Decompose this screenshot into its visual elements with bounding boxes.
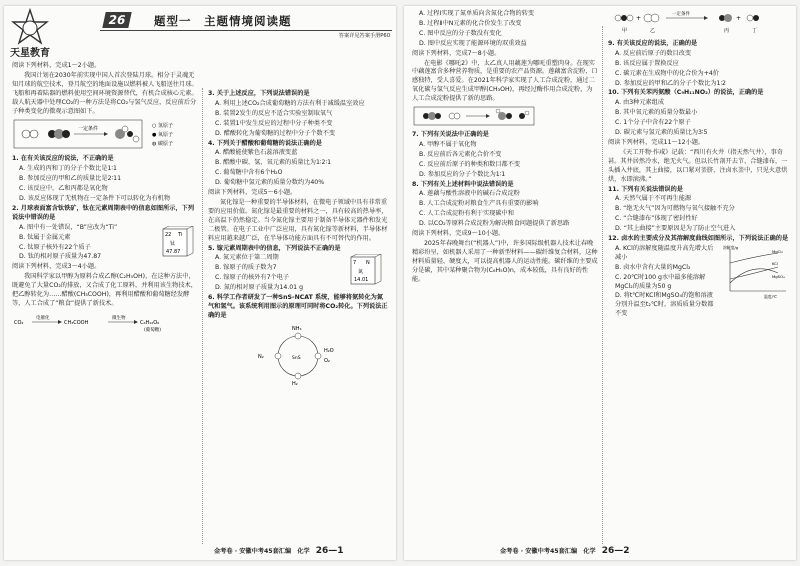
q6-option-b: B. 过程Ⅱ中N元素的化合价发生了改变 [419,19,522,27]
question-11: 11. 下列有关说法错误的是 [608,185,683,193]
right-page [404,6,796,560]
graph-label-mgso4: MgSO₄ [772,273,785,279]
mol-label-ding: 丁 [752,28,758,34]
q11-option-a: A. 天然气属于不可再生能源 [615,195,692,203]
molecule-reaction-diagram [608,10,790,36]
footer-series-right: 金考卷 · 安徽中考45套汇编 化学 [500,548,596,555]
flow-co2: CO₂ [14,319,24,326]
n-name: 氮 [358,269,364,276]
column-divider-right [602,26,603,544]
flow-glucose: C₆H₁₂O₆ [140,319,160,326]
mol-label-bing: 丙 [724,28,730,34]
reading-intro-6: 阅读下列材料，完成11～12小题。 [608,138,705,146]
q2-option-b: B. 钛属于金属元素 [19,233,71,241]
question-7: 7. 下列有关说法中正确的是 [412,130,489,138]
reading-intro-5: 阅读下列材料，完成9～10小题。 [412,230,505,238]
ti-atomic-number: 22 [165,231,172,238]
column-1 [12,62,198,338]
q2-option-a: A. 图中有一处错误，“B”应改为“Ti” [19,223,118,231]
column-divider [202,88,203,544]
star-badge-logo [10,8,50,48]
q2-option-d: D. 钛的相对原子质量为47.87 [19,253,102,261]
q1-option-a: A. 生成的丙和丁的分子个数比是1∶1 [19,165,117,173]
footer-right [500,546,630,556]
q3-option-a: A. 利用上述CO₂合成葡萄糖的方法有利于减缓温室效应 [215,99,365,107]
q12-option-a: A. KCl的溶解度随温度升高先增大后减小 [615,244,714,261]
mol-label-jia: 甲 [622,28,628,34]
q4-option-b: B. 醋酸中碳、氢、氧元素的质量比为1∶2∶1 [215,159,332,167]
flow-glucose-note: (葡萄糖) [144,327,162,333]
column-4 [608,10,790,320]
q5-option-a: A. 氮元素位于第二周期 [215,254,279,262]
legend-carbon: ◍ 碳原子 [152,141,173,148]
q4-option-a: A. 醋酸能使紫色石蕊溶液变蓝 [215,149,298,157]
q4-option-d: D. 葡萄糖中氢元素的质量分数约为40% [215,179,325,187]
q12-option-c: C. 20℃时100 g水中最多能溶解MgCl₂的质量为50 g [615,273,706,290]
q8-option-c: C. 人工合成淀粉有利于实现碳中和 [419,210,514,218]
q11-option-d: D. “其上曲接”主要原因是为了防止空气进入 [615,225,736,233]
q12-option-d: D. 将t℃时KCl和MgSO₄的饱和溶液分别升温至t₂℃时，溶质质量分数都不变 [615,292,714,318]
synthesis-flow-diagram [12,310,198,334]
arrow-label: 一定条件 [78,126,99,133]
page-title: 题型一 主题情境阅读题 [154,14,292,28]
q8-option-d: D. 以CO₂等原料合成淀粉为解决粮食问题提供了新思路 [419,220,570,228]
ti-atomic-mass: 47.87 [166,248,181,255]
page-number-left: 26—1 [315,546,344,556]
graph-x-label: 温度/℃ [764,293,778,299]
q7-option-a: A. 甲醇不属于氧化物 [419,140,477,148]
reading-intro: 阅读下列材料，完成1～2小题。 [12,62,101,69]
nitrogen-element-card [350,254,384,286]
q6-option-d: D. 图中反应实现了能源环境的双重效益 [419,39,527,47]
question-9: 9. 有关该反应的说法，正确的是 [608,39,698,47]
svg-text:SnS: SnS [292,355,301,361]
kcl-curve [730,267,778,279]
n-symbol: N [366,260,370,267]
mgso4-curve [730,269,778,283]
cycle-h2: H₂ [292,380,298,386]
question-4: 4. 下列关于醋酸和葡萄糖的说法正确的是 [208,139,322,147]
q9-option-c: C. 碳元素在生成物中的化合价为+4价 [615,69,719,77]
q11-option-b: B. “绝无火气”因为可燃物与氧气接触不充分 [615,205,735,213]
q7-option-b: B. 反应前后各元素化合价不变 [419,150,502,158]
reading-passage-5: 2025年春晚舞台(“机器人”)中，许多国际级机器人技术让春晚精彩纷呈，如机器人采用了一种新型材料——碳纤维复合材料，这种材料质量轻、硬度大，可以提高机器人的运动性能。碳纤维的主要成分是碳，其中某种聚合物为(C₆H₅O)n，成本较低，具有良好的性能。 [412,239,598,283]
mgcl2-curve [730,253,778,263]
q1-option-b: B. 参加反应的甲和乙的质量比是2∶11 [19,175,122,183]
q1-option-d: D. 该反应体现了无机物在一定条件下可以转化为有机物 [19,194,171,202]
cycle-nh3: NH₃ [292,325,302,332]
reaction-diagram [12,117,198,151]
reading-passage: 我国计划在2030年前实现中国人首次登陆月球。相分于灵魂无知月球的航空技术，登月航空的地面设施以燃料被人飞船送往月球。飞船和再着陆器的燃料使用空间环境资源替代，有机合成核心元素。载人航天器中处理CO₂的一种方法是将CO₂与氢气反应，反应前后分子种类变化的微观示意图如下。 [12,71,198,115]
flow-acetic-acid: CH₃COOH [64,319,89,326]
answer-reference: 答案详见答案手册P60 [338,33,390,39]
q11-option-c: C. “合缝漆布”体现了密封性好 [615,215,698,223]
q10-option-a: A. 由3种元素组成 [615,99,665,107]
solubility-curve-graph [722,245,790,299]
q10-option-c: C. 1个分子中含有22个原子 [615,119,691,127]
graph-label-kcl: KCl [772,260,778,266]
q9-option-b: B. 该反应属于置换反应 [615,59,679,67]
q9-option-d: D. 参加反应的甲和乙的分子个数比为1∶2 [615,79,726,87]
ammonia-cycle-diagram [208,322,388,386]
q5-option-d: D. 氮的相对原子质量为14.01 g [215,284,303,292]
q7-option-c: C. 反应前后原子的种类和数目都不变 [419,160,521,168]
ti-name: 钛 [170,240,176,247]
reading-intro-3: 阅读下列材料，完成5～6小题。 [208,189,297,197]
footer-series: 金考卷 · 安徽中考45套汇编 化学 [214,548,310,555]
header-rule [100,30,392,31]
q10-option-b: B. 其中氧元素的质量分数最小 [615,109,698,117]
left-page [4,6,396,560]
q5-option-c: C. 镓原子的核外有7个电子 [215,274,290,282]
flow-step-1: 电催化 [36,315,50,321]
question-2: 2. 月球表面富含钛铁矿，钛在元素周期表中的信息如图所示，下列说法中错误的是 [12,204,195,221]
brand-name: 天星教育 [10,48,50,59]
reading-passage-4: 在电影《哪吒2》中，太乙真人用藕莲为哪吒重塑肉身。在现实中藕莲富含多种营养物质，是重要的农产品资源。莲藕富含淀粉，口感独特，受人喜爱。在2021年科学家实现了人工合成淀粉，通过二氧化碳与氢气反应生成甲醇(CH₃OH)，再经过酶作用合成淀粉，为人工合成淀粉提供了新的思路。 [412,59,598,103]
question-1: 1. 在有关该反应的说法，不正确的是 [12,155,114,163]
q6-option-c: C. 图中反应的分子数没有变化 [419,29,502,37]
titanium-element-card [162,226,196,258]
question-12: 12. 卤水的主要成分及其溶解度曲线如图所示，下列说法正确的是 [608,235,789,243]
cycle-n2: N₂ [258,353,264,360]
question-8: 8. 下列有关上述材料中说法错误的是 [412,180,514,188]
svg-text:+: + [636,15,642,22]
question-5: 5. 镓元素周期表中的信息，下列说法不正确的是 [208,244,341,252]
q5-option-b: B. 镓原子的质子数为7 [215,264,277,272]
question-6: 6. 科学工作者研发了一种SnS-NCAT 系统，能够将氨转化为氮气和氢气。该系统利用图示的原理可同时将CO₂转化。下列说法正确的是 [208,294,388,319]
q6-option-a: A. 过程Ⅰ实现了氮单质向含氮化合物的转变 [419,10,535,17]
q3-option-b: B. 装置2发生的反应不适合实验室制取氧气 [215,109,333,117]
q10-option-d: D. 碳元素与氢元素的质量比为3∶5 [615,129,708,137]
flow-step-2: 微生物 [112,315,126,321]
q2-option-c: C. 钛原子核外有22个质子 [19,243,91,251]
legend-oxygen: ● 氧原子 [152,132,173,139]
page-number-right: 26—2 [601,546,630,556]
graph-label-mgcl2: MgCl₂ [772,248,783,254]
reading-passage-3: 氮化镓是一种重要的半导体材料，在微电子领域中具有非常重要的应用价值。氮化镓是最重要的材料之一，具有较高的热导率，在高温下仍然稳定。当今氮化镓主要用于制备半导体元器件和发光二极管。在电子工业中广泛应用，具有氮化镓等新材料，半导体材料应用越来越广泛，在半导体功能方面具有不可替代的作用。 [208,198,388,242]
q12-option-b: B. 卤水中含有大量的MgCl₂ [615,263,691,271]
reading-passage-2: 我国科学家以甲醇为原料合成乙醇(C₂H₅OH)，在这种方法中，既避免了大量CO₂的排放，又合成了化工原料，并利用该生物技术，把乙醇转化为……醋酸(CH₃COOH)，再利用醋酸和葡萄糖经发酵等，人工合成了“粮食”提供了新技术。 [12,273,197,307]
reading-intro-4: 阅读下列材料，完成7～8小题。 [412,49,501,57]
svg-text:+: + [736,15,742,22]
column-2 [208,90,388,390]
footer-left [214,546,344,556]
ti-symbol: Ti [178,231,183,238]
q8-option-b: B. 人工合成淀粉对粮食生产具有重要的影响 [419,200,539,208]
q4-option-c: C. 葡萄糖中含有6个H₂O [215,169,283,177]
question-3: 3. 关于上述反应，下列说法错误的是 [208,90,310,97]
question-10: 10. 下列有关苯丙氨酸（C₉H₁₁NO₂）的说法，正确的是 [608,89,764,97]
q9-option-a: A. 反应前后原子的数目改变 [615,49,692,57]
topic-number: 26 [102,12,131,28]
reading-passage-6: 《天工开物·作咸》记载：“西川有火井（指天然气井），事奇甚。其井居然冷水，绝无火气。但以长竹剖开去节，合缝漆布，一头插入井底，其上曲接，以口紧对釜脐，注卤水釜中，只见火意烘烘，水即滚沸。” [608,148,788,183]
n-atomic-mass: 14.01 [354,277,369,284]
q3-option-d: D. 醋酸转化为葡萄糖的过程中分子个数不变 [215,129,336,137]
reaction-condition: 一定条件 [672,12,690,17]
q8-option-a: A. 莲藕与酸性溶液中的碱石合成淀粉 [419,190,520,198]
q7-option-d: D. 参加反应的分子个数比为1∶1 [419,170,506,178]
legend-hydrogen: ○ 氢原子 [152,123,173,130]
cycle-h2o: H₂O [324,347,334,354]
reading-intro-2: 阅读下列材料，完成3～4小题。 [12,263,101,271]
q3-option-c: C. 装置1中发生反应的过程中分子种类不变 [215,119,333,127]
methanol-reaction-diagram [412,105,598,127]
cycle-o2: O₂ [324,357,330,364]
n-atomic-number: 7 [353,260,357,267]
q1-option-c: C. 该反应中，乙和丙都是氧化物 [19,185,108,193]
graph-y-label: 溶解度/g [723,244,739,250]
mol-label-yi: 乙 [650,28,656,34]
column-3 [412,10,598,285]
